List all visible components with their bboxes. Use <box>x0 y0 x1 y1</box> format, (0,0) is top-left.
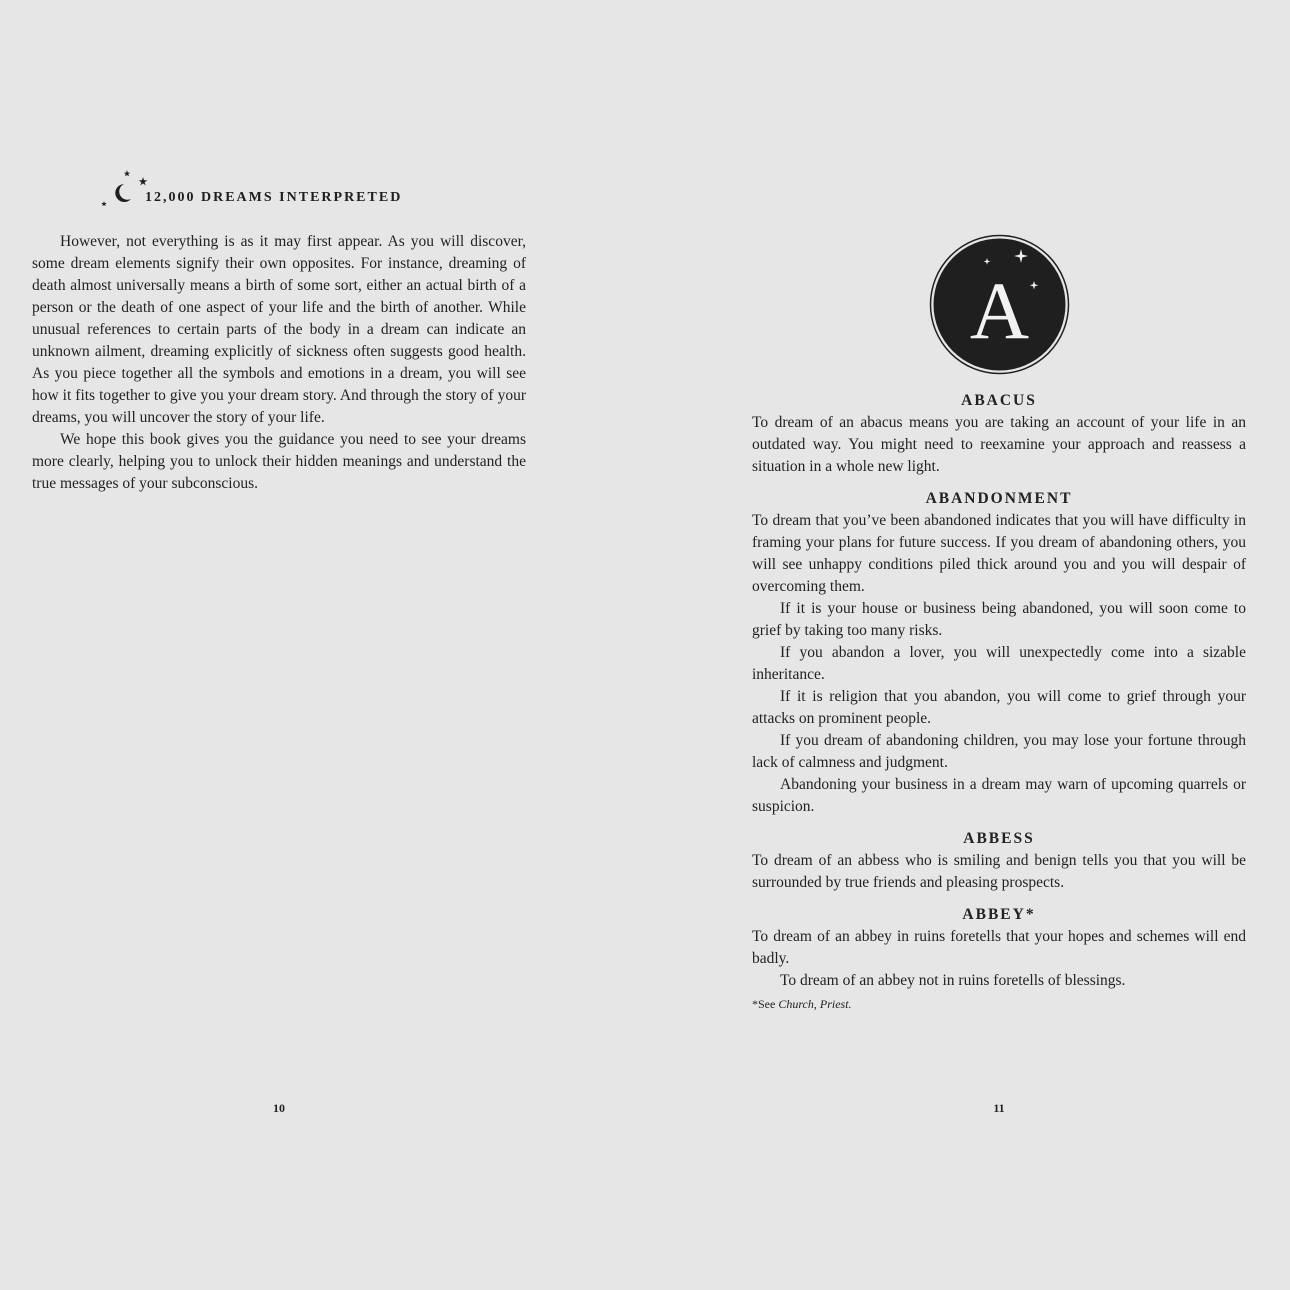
entry-heading: ABBEY* <box>962 906 1036 923</box>
running-header <box>100 168 440 210</box>
entry-paragraph: To dream of an abacus means you are taking an account of your life in an outdated way. You might need to reexamine your approach and reassess a situation in a whole new light. <box>752 414 1246 475</box>
entry-heading: ABANDONMENT <box>925 490 1073 507</box>
entry-heading: ABACUS <box>961 392 1037 409</box>
entry-abacus <box>752 390 1246 478</box>
entry-abbess <box>752 828 1246 894</box>
paragraph: We hope this book gives you the guidance you need to see your dreams more clearly, helping you to unlock their hidden meanings and understand the true messages of your subconscious. <box>32 431 526 492</box>
entry-paragraph: If you dream of abandoning children, you may lose your fortune through lack of calmness and judgment. <box>752 732 1246 771</box>
entry-paragraph: If it is religion that you abandon, you will come to grief through your attacks on prominent people. <box>752 688 1246 727</box>
right-page <box>645 0 1290 1290</box>
page-number: 10 <box>273 1101 285 1115</box>
entry-paragraph: Abandoning your business in a dream may warn of upcoming quarrels or suspicion. <box>752 776 1246 815</box>
footnote-references: Church, Priest. <box>778 997 852 1011</box>
letter-a-starry-badge <box>929 234 1070 375</box>
page-number: 11 <box>993 1101 1005 1115</box>
entry-paragraph: To dream of an abbey in ruins foretells that your hopes and schemes will end badly. <box>752 928 1246 967</box>
entry-paragraph: If you abandon a lover, you will unexpectedly come into a sizable inheritance. <box>752 644 1246 683</box>
entry-paragraph: If it is your house or business being abandoned, you will soon come to grief by taking too many risks. <box>752 600 1246 639</box>
entry-paragraph: To dream of an abbey not in ruins foretells of blessings. <box>780 972 1126 989</box>
entry-abandonment <box>752 488 1246 818</box>
dictionary-entries <box>752 390 1246 1013</box>
paragraph: However, not everything is as it may first appear. As you will discover, some dream elements signify their own opposites. For instance, dreaming of death almost universally means a birth of some sort, either an actual birth of a person or the death of one aspect of your life and the birth of another. While unusual references to certain parts of the body in a dream can indicate an unknown ailment, dreaming explicitly of sickness often suggests good health. As you piece together all the symbols and emotions in a dream, you will see how it fits together to give you your dream story. And through the story of your dreams, you will uncover the story of your life. <box>32 233 526 426</box>
footnote <box>752 995 1246 1013</box>
section-letter: A <box>969 265 1030 356</box>
entry-heading: ABBESS <box>963 830 1035 847</box>
body-text <box>32 231 526 495</box>
entry-paragraph: To dream of an abbess who is smiling and benign tells you that you will be surrounded by true friends and pleasing prospects. <box>752 852 1246 891</box>
entry-abbey <box>752 904 1246 1013</box>
footnote-prefix: *See <box>752 997 779 1011</box>
running-header-title: 12,000 DREAMS INTERPRETED <box>145 190 403 205</box>
entry-paragraph: To dream that you’ve been abandoned indicates that you will have difficulty in framing your plans for future success. If you dream of abandoning others, you will see unhappy conditions piled thick around you and you will despair of overcoming them. <box>752 512 1246 595</box>
